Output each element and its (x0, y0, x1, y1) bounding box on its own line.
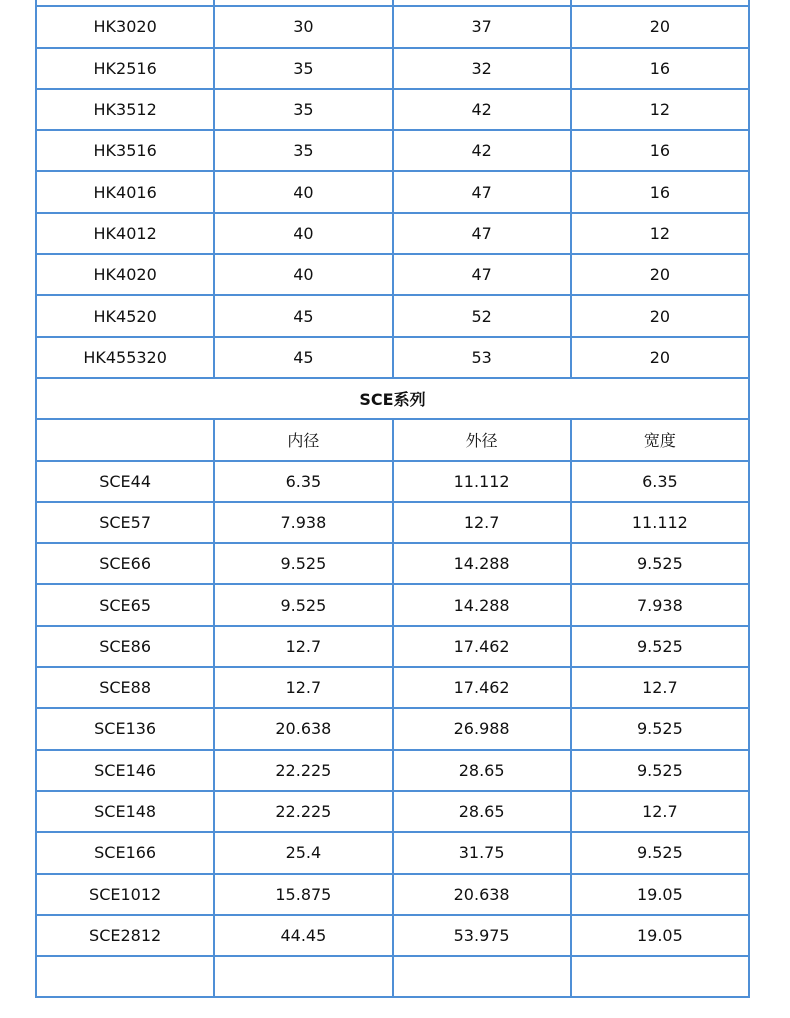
table-cell: HK3516 (36, 130, 214, 171)
table-cell: 17.462 (393, 667, 571, 708)
table-cell: 12.7 (214, 667, 392, 708)
table-row (36, 667, 749, 708)
table-cell: 42 (393, 130, 571, 171)
table-cell: 内径 (214, 419, 392, 460)
table-row (36, 791, 749, 832)
table-row (36, 461, 749, 502)
table-row (36, 502, 749, 543)
table-row (36, 254, 749, 295)
table-cell: 宽度 (571, 419, 749, 460)
table-cell: 22.225 (214, 750, 392, 791)
table-cell (36, 419, 214, 460)
table-row (36, 832, 749, 873)
table-cell: 12 (571, 213, 749, 254)
table-cell: 14.288 (393, 584, 571, 625)
table-row (36, 750, 749, 791)
table-cell: 6.35 (571, 461, 749, 502)
table-cell: 16 (571, 130, 749, 171)
table-cell: 20 (571, 254, 749, 295)
table-cell: SCE57 (36, 502, 214, 543)
table-cell: 20.638 (214, 708, 392, 749)
table-cell: 40 (214, 213, 392, 254)
table-cell: 44.45 (214, 915, 392, 956)
table-cell: 7.938 (571, 584, 749, 625)
table-cell: 53 (393, 337, 571, 378)
table-cell: 12.7 (571, 791, 749, 832)
table-cell: 16 (571, 171, 749, 212)
table-cell: 9.525 (571, 626, 749, 667)
table-cell: 19.05 (571, 874, 749, 915)
table-cell: 40 (214, 171, 392, 212)
table-row (36, 708, 749, 749)
table-cell: 35 (214, 89, 392, 130)
table-cell: SCE86 (36, 626, 214, 667)
table-cell: 47 (393, 254, 571, 295)
table-cell: 45 (214, 295, 392, 336)
section-title-row (36, 378, 749, 419)
table-cell: 9.525 (571, 543, 749, 584)
table-cell (393, 956, 571, 997)
table-cell: 15.875 (214, 874, 392, 915)
table-cell: HK455320 (36, 337, 214, 378)
table-cell: SCE65 (36, 584, 214, 625)
table-cell: SCE2812 (36, 915, 214, 956)
table-row (36, 48, 749, 89)
table-cell: 16 (571, 48, 749, 89)
table-cell: 20 (571, 295, 749, 336)
table-cell: HK4016 (36, 171, 214, 212)
table-cell: 12.7 (393, 502, 571, 543)
table-cell: 35 (214, 48, 392, 89)
table-row (36, 171, 749, 212)
table-cell: 28.65 (393, 750, 571, 791)
table-cell: 7.938 (214, 502, 392, 543)
table-cell: 53.975 (393, 915, 571, 956)
table-cell: SCE44 (36, 461, 214, 502)
table-row (36, 626, 749, 667)
table-cell: 35 (214, 130, 392, 171)
table-cell: 47 (393, 213, 571, 254)
table-cell (214, 956, 392, 997)
table-cell: 40 (214, 254, 392, 295)
table-cell: 12.7 (571, 667, 749, 708)
table-cell: 42 (393, 89, 571, 130)
table-cell: 17.462 (393, 626, 571, 667)
table-cell: 6.35 (214, 461, 392, 502)
table-cell: HK2516 (36, 48, 214, 89)
table-row (36, 337, 749, 378)
table-cell: HK4012 (36, 213, 214, 254)
table-cell: 11.112 (393, 461, 571, 502)
table-cell: HK4020 (36, 254, 214, 295)
table-cell: 12 (571, 89, 749, 130)
table-cell: HK4520 (36, 295, 214, 336)
table-cell: 9.525 (214, 584, 392, 625)
table-cell: SCE148 (36, 791, 214, 832)
table-row (36, 213, 749, 254)
table-cell: 外径 (393, 419, 571, 460)
table-cell: 9.525 (214, 543, 392, 584)
table-cell: 19.05 (571, 915, 749, 956)
table-cell: 12.7 (214, 626, 392, 667)
table-cell: SCE1012 (36, 874, 214, 915)
table-row (36, 543, 749, 584)
bearing-spec-table (35, 0, 750, 998)
table-cell: 26.988 (393, 708, 571, 749)
table-cell: 52 (393, 295, 571, 336)
table-cell (36, 956, 214, 997)
table-cell: 47 (393, 171, 571, 212)
table-cell: 11.112 (571, 502, 749, 543)
table-row (36, 89, 749, 130)
table-cell: 45 (214, 337, 392, 378)
table-cell: 22.225 (214, 791, 392, 832)
table-cell: 25.4 (214, 832, 392, 873)
section-title: SCE系列 (36, 378, 749, 419)
table-cell: 28.65 (393, 791, 571, 832)
table-cell: HK3020 (36, 6, 214, 47)
table-row (36, 6, 749, 47)
table-cell: 20 (571, 6, 749, 47)
table-cell: SCE66 (36, 543, 214, 584)
table-cell: SCE88 (36, 667, 214, 708)
table-cell: 9.525 (571, 832, 749, 873)
table-cell: 9.525 (571, 708, 749, 749)
table-header-row (36, 419, 749, 460)
table-cell: 14.288 (393, 543, 571, 584)
table-cell: SCE166 (36, 832, 214, 873)
table-row (36, 915, 749, 956)
table-cell: 31.75 (393, 832, 571, 873)
table-row-partial (36, 956, 749, 997)
table-cell (571, 956, 749, 997)
table-cell: 32 (393, 48, 571, 89)
table-row (36, 295, 749, 336)
table-cell: 20.638 (393, 874, 571, 915)
table-row (36, 874, 749, 915)
table-cell: 37 (393, 6, 571, 47)
table-cell: SCE136 (36, 708, 214, 749)
table-cell: SCE146 (36, 750, 214, 791)
table-row (36, 130, 749, 171)
table-cell: HK3512 (36, 89, 214, 130)
table-cell: 30 (214, 6, 392, 47)
table-cell: 9.525 (571, 750, 749, 791)
table-row (36, 584, 749, 625)
table-cell: 20 (571, 337, 749, 378)
